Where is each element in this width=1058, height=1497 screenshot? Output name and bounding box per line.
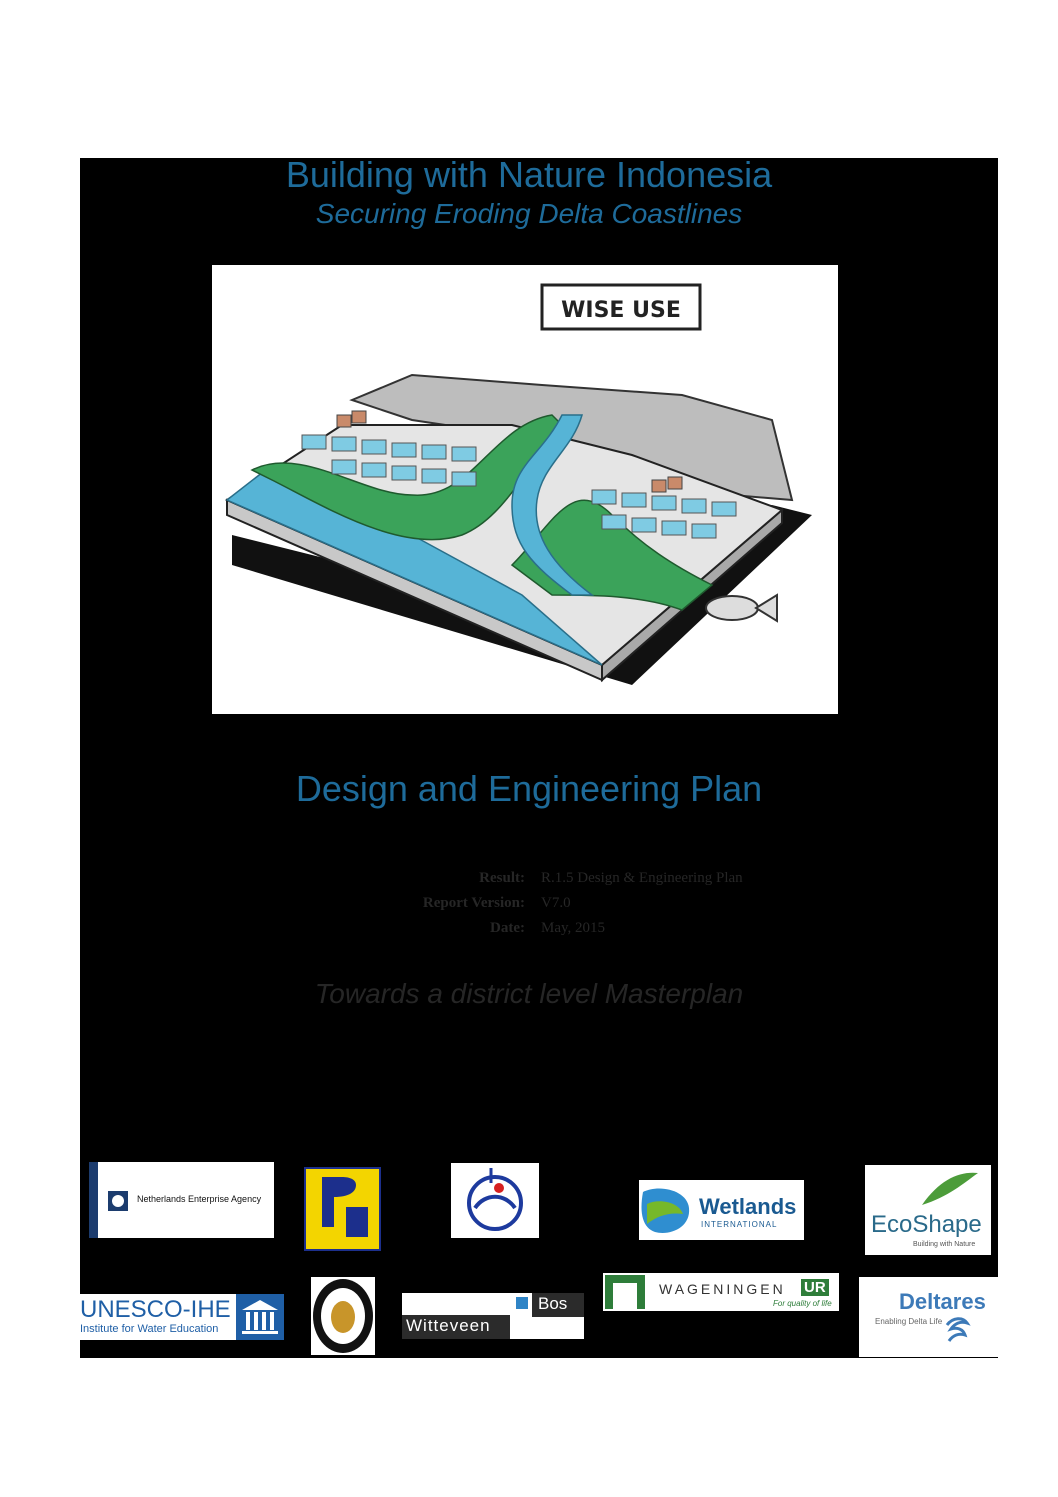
ecoshape-logo — [865, 1165, 991, 1255]
date-label: Date: — [490, 920, 525, 936]
wageningen-logo-text: WAGENINGEN — [659, 1281, 786, 1297]
public-works-logo — [304, 1167, 381, 1251]
date-value: May, 2015 — [541, 920, 606, 936]
marine-affairs-emblem-icon — [451, 1163, 539, 1238]
deltares-wave-icon — [943, 1315, 971, 1343]
wageningen-logo-subtext: For quality of life — [773, 1299, 832, 1308]
document-title: Design and Engineering Plan — [295, 768, 763, 809]
unesco-temple-icon — [236, 1294, 284, 1340]
meta-labels — [360, 866, 525, 941]
witteveen-square — [516, 1297, 528, 1309]
wageningen-ur-logo — [603, 1273, 839, 1311]
meta-values — [541, 866, 841, 941]
wageningen-ur-text: UR — [801, 1279, 829, 1296]
unesco-logo-subtext: Institute for Water Education — [80, 1323, 219, 1335]
cover-illustration — [212, 265, 838, 714]
result-value: R.1.5 Design & Engineering Plan — [541, 870, 743, 886]
bos-logo-text: Bos — [538, 1294, 568, 1313]
version-label: Report Version: — [422, 895, 525, 911]
wetlands-logo-subtext: INTERNATIONAL — [701, 1220, 778, 1229]
unesco-logo-text: UNESCO-IHE — [80, 1296, 231, 1323]
ministry-marine-affairs-logo — [451, 1163, 539, 1238]
ecoshape-logo-text: EcoShape — [871, 1211, 982, 1238]
wageningen-arch-icon — [605, 1275, 645, 1309]
report-series-title: Building with Nature Indonesia — [285, 154, 773, 195]
ecoshape-logo-subtext: Building with Nature — [913, 1241, 976, 1248]
report-series-subtitle: Securing Eroding Delta Coastlines — [315, 198, 743, 229]
diponegoro-university-logo — [311, 1277, 375, 1355]
coat-of-arms-icon — [105, 1188, 131, 1214]
delta-sketch-image — [212, 265, 838, 714]
netherlands-enterprise-agency-logo — [89, 1162, 274, 1238]
version-value: V7.0 — [541, 895, 571, 911]
netherlands-logo-text: Netherlands Enterprise Agency — [137, 1194, 262, 1204]
public-works-mark-icon — [304, 1167, 381, 1251]
logo-bar — [89, 1162, 98, 1238]
result-label: Result: — [479, 870, 525, 886]
wetlands-logo-text: Wetlands — [699, 1194, 797, 1219]
witteveen-logo-text: Witteveen — [406, 1316, 491, 1335]
witteveen-bos-logo — [402, 1293, 584, 1339]
deltares-logo-text: Deltares — [899, 1289, 986, 1314]
ecoshape-leaf-icon — [920, 1169, 980, 1209]
document-tagline: Towards a district level Masterplan — [314, 978, 744, 1009]
university-seal-icon — [311, 1277, 375, 1355]
wetlands-drop-icon — [639, 1184, 693, 1236]
deltares-logo-subtext: Enabling Delta Life — [875, 1317, 943, 1326]
wise-use-sign-text: WISE USE — [561, 298, 681, 323]
unesco-ihe-logo — [80, 1294, 284, 1340]
deltares-logo — [859, 1277, 998, 1357]
wetlands-international-logo — [639, 1180, 804, 1240]
